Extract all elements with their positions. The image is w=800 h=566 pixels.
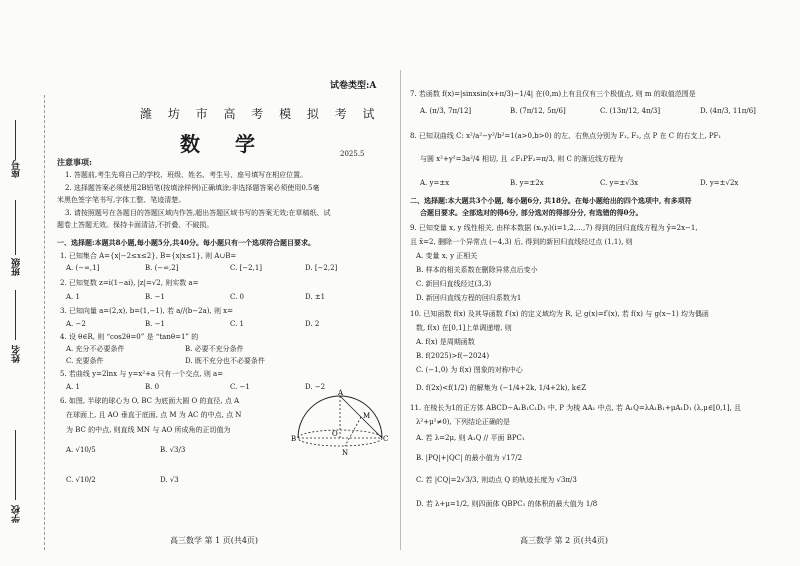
q1-option-c: C. [−2,1]: [230, 264, 263, 272]
section-2-title-line1: 二、选择题:本大题共3个小题, 每小题6分, 共18分。在每小题给出的四个选项中, 有多项符: [410, 196, 692, 205]
school-label: 学校: [12, 505, 22, 523]
point-c-label: C: [383, 435, 389, 443]
q7-option-b: B. (7π/12, 5π/6]: [510, 107, 566, 115]
note-3a: 3. 请按照题号在各题目的答题区域内作答,超出答题区域书写的答案无效;在草稿纸、试: [65, 209, 331, 217]
name-label: 姓名: [12, 345, 22, 363]
section-2-title-line2: 合题目要求。全部选对的得6分, 部分选对的得部分分, 有选错的得0分。: [420, 208, 643, 217]
question-8-line1: 8. 已知双曲线 C: x²/a²−y²/b²=1(a>0,b>0) 的左、右焦点分别为 F₁, F₂, 点 P 在 C 的右支上, PF₁: [410, 132, 722, 140]
q8-option-a: A. y=±x: [420, 179, 450, 187]
q2-option-d: D. ±1: [305, 293, 326, 301]
q8-option-b: B. y=±2x: [510, 179, 544, 187]
q9-option-d: D. 新回归直线方程的回归系数为1: [416, 294, 522, 302]
q6-option-d: D. √3: [160, 476, 179, 484]
segment-mn: [345, 417, 361, 446]
q3-option-a: A. −2: [66, 320, 86, 328]
exam-title: 潍 坊 市 高 考 模 拟 考 试: [140, 107, 381, 121]
q11-option-c: C. 若 |CQ|=2√3/3, 则动点 Q 的轨迹长度为 √3π/3: [416, 476, 577, 484]
q6-option-a: A. √10/5: [66, 446, 96, 454]
seat-line: [15, 120, 16, 160]
section-1-title: 一、选择题:本题共8小题,每小题5分,共40分。每小题只有一个选项符合题目要求。: [57, 238, 315, 247]
q10-option-a: A. f(x) 是周期函数: [416, 338, 475, 346]
point-b-label: B: [291, 435, 297, 443]
question-2: 2. 已知复数 z=i(1−ai), |z|=√2, 则实数 a=: [60, 279, 199, 287]
q4-option-d: D. 既不充分也不必要条件: [185, 357, 265, 365]
question-11-line2: λ²+μ²≠0), 下列结论正确的是: [416, 418, 510, 426]
notes-title: 注意事项:: [57, 157, 92, 167]
q9-option-b: B. 样本的相关系数在删除异常点后变小: [416, 266, 538, 274]
page-divider: [400, 70, 401, 550]
q2-option-c: C. 0: [230, 293, 245, 301]
note-2b: 米黑色签字笔书写,字体工整、笔迹清楚。: [57, 196, 186, 204]
question-4: 4. 设 θ∈R, 则 “cos2θ=0” 是 “tanθ=1” 的: [60, 333, 199, 341]
q3-option-d: D. 2: [305, 320, 320, 328]
class-label: 班级: [12, 258, 22, 276]
question-6-line1: 6. 如图, 半球的球心为 O, BC 为底面大圆 O 的直径, 点 A: [60, 397, 240, 405]
q7-option-c: C. (13π/12, 4π/3]: [600, 107, 661, 115]
class-line: [15, 200, 16, 255]
question-10-line2: 数, f(x) 在[0,1]上单调递增, 则: [416, 324, 512, 332]
q2-option-a: A. 1: [66, 293, 80, 301]
footer-left: 高三数学 第 1 页(共4页): [170, 536, 259, 545]
q5-option-b: B. 0: [145, 383, 160, 391]
question-11-line1: 11. 在棱长为1的正方体 ABCD−A₁B₁C₁D₁ 中, P 为棱 AA₁ 中点, 若 A₁Q=λA₁B₁+μA₁D₁ (λ,μ∈[0,1], 且: [410, 404, 742, 412]
paper-type: 试卷类型:A: [330, 81, 377, 91]
hemisphere-figure: [290, 388, 390, 458]
point-a-label: A: [338, 389, 344, 397]
q3-option-b: B. −1: [145, 320, 165, 328]
q2-option-b: B. −1: [145, 293, 165, 301]
q5-option-c: C. −1: [230, 383, 250, 391]
q4-option-b: B. 必要不充分条件: [185, 345, 244, 353]
seat-label: 座号: [12, 160, 22, 178]
q4-option-a: A. 充分不必要条件: [66, 345, 125, 353]
question-7: 7. 若函数 f(x)=|sinxsin(x+π/3)−1/4| 在(0,m)上有且仅有三个极值点, 则 m 的取值范围是: [410, 90, 696, 98]
question-5: 5. 若曲线 y=2lnx 与 y=x²+a 只有一个交点, 则 a=: [60, 370, 224, 378]
footer-right: 高三数学 第 2 页(共4页): [520, 536, 609, 545]
q11-option-a: A. 若 λ=2μ, 则 A₁Q // 平面 BPC₁: [416, 434, 525, 442]
q1-option-d: D. [−2,2]: [305, 264, 338, 272]
binding-line: [44, 95, 45, 550]
q5-option-a: A. 1: [66, 383, 80, 391]
question-9-line1: 9. 已知变量 x, y 线性相关, 由样本数据 (xᵢ,yᵢ)(i=1,2,…,7) 得到的回归直线方程为 ŷ=2x−1,: [410, 224, 698, 232]
q10-option-c: C. (−1,0) 为 f(x) 图象的对称中心: [416, 366, 523, 374]
question-8-line2: 与圆 x²+y²=3a²/4 相切, 且 ∠F₁PF₂=π/3, 则 C 的渐近线方程为: [420, 155, 624, 163]
q11-option-d: D. 若 λ+μ=1/2, 则四面体 QBPC₁ 的体积的最大值为 1/8: [416, 500, 598, 508]
q6-option-c: C. √10/2: [66, 476, 96, 484]
q5-option-d: D. −2: [305, 383, 326, 391]
q8-option-c: C. y=±√3x: [600, 179, 639, 187]
q7-option-d: D. (4π/3, 11π/6]: [700, 107, 756, 115]
question-6-line3: 为 BC 的中点, 则直线 MN 与 AO 所成角的正切值为: [66, 426, 231, 434]
subject-title: 数 学: [180, 132, 269, 156]
point-m-label: M: [363, 412, 371, 420]
q10-option-d: D. f(2x)<f(1/2) 的解集为 (−1/4+2k, 1/4+2k), k∈Z: [416, 384, 587, 392]
q11-option-b: B. |PQ|+|QC| 的最小值为 √17/2: [416, 454, 523, 462]
q10-option-b: B. f(2025)>f(−2024): [416, 352, 490, 360]
school-line: [15, 430, 16, 500]
exam-date: 2025.5: [340, 150, 365, 158]
q7-option-a: A. (π/3, 7π/12]: [420, 107, 472, 115]
point-n-label: N: [342, 449, 349, 457]
question-9-line2: 且 x̄=2, 删除一个异常点 (−4,3) 后, 得到的新回归直线经过点 (1,1), 则: [410, 238, 633, 246]
point-o-label: O: [332, 430, 338, 438]
q9-option-c: C. 新回归直线经过(3,3): [416, 280, 492, 288]
question-1: 1. 已知集合 A={x|−2≤x≤2}, B={x|x≤1}, 则 A∪B=: [60, 252, 237, 260]
q8-option-d: D. y=±√2x: [700, 179, 739, 187]
note-2a: 2. 选择题答案必须使用2B铅笔(按填涂样例)正确填涂;非选择题答案必须使用0.5毫: [65, 184, 320, 192]
q9-option-a: A. 变量 x, y 正相关: [416, 252, 478, 260]
note-1: 1. 答题前,考生先将自己的学校、班级、姓名、考生号、座号填写在相应位置。: [65, 171, 308, 179]
q3-option-c: C. 1: [230, 320, 245, 328]
question-3: 3. 已知向量 a=(2,x), b=(1,−1), 若 a//(b−2a), 则 x=: [60, 307, 234, 315]
question-6-line2: 在球面上, 且 AO 垂直于底面, 点 M 为 AC 的中点, 点 N: [66, 411, 242, 419]
question-10-line1: 10. 已知函数 f(x) 及其导函数 f′(x) 的定义域均为 R, 记 g(x)=f′(x), 若 f(x) 与 g(x−1) 均为偶函: [410, 310, 709, 318]
name-line: [15, 290, 16, 340]
note-3b: 题卷上答题无效。保持卡面清洁,不折叠、不破损。: [57, 221, 214, 229]
q1-option-b: B. (−∞,2]: [145, 264, 179, 272]
q4-option-c: C. 充要条件: [66, 357, 104, 365]
q1-option-a: A. (−∞,1]: [66, 264, 100, 272]
q6-option-b: B. √3/3: [160, 446, 186, 454]
